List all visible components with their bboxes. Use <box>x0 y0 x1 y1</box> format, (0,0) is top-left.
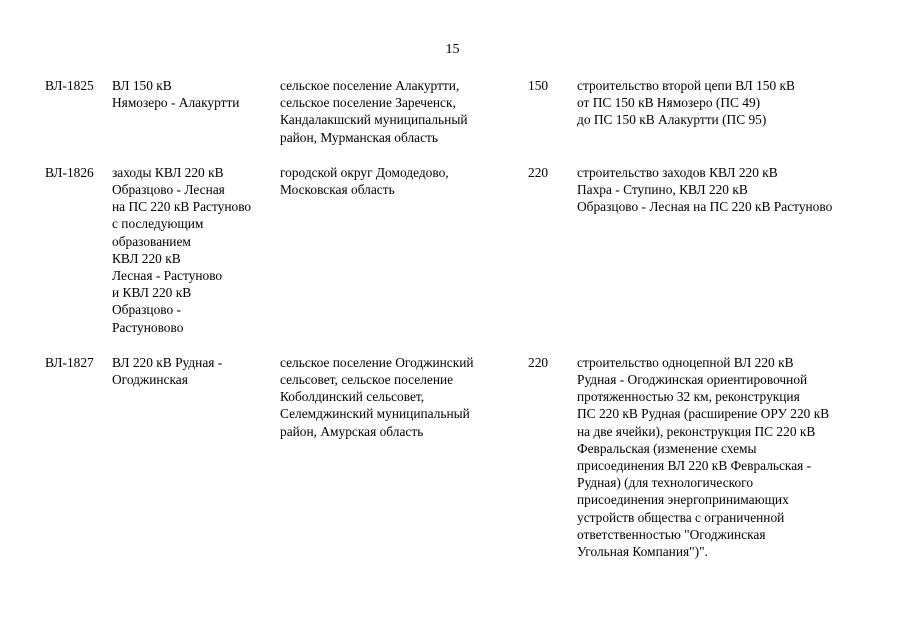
line-name: заходы КВЛ 220 кВ Образцово - Лесная на ПС 220 кВ Растуново с последующим образованием КВЛ 220 кВ Лесная - Растуново и КВЛ 220 кВ Образцово - Растуновово <box>112 164 252 335</box>
work-description: строительство второй цепи ВЛ 150 кВ от ПС 150 кВ Нямозеро (ПС 49) до ПС 150 кВ Алакуртти (ПС 95) <box>577 78 795 128</box>
table-row <box>0 77 905 146</box>
line-code: ВЛ-1827 <box>45 354 94 370</box>
location: сельское поселение Огоджинский сельсовет, сельское поселение Коболдинский сельсовет, Селемджинский муниципальный район, Амурская область <box>280 354 474 439</box>
page-number: 15 <box>445 42 460 57</box>
work-description: строительство заходов КВЛ 220 кВ Пахра - Ступино, КВЛ 220 кВ Образцово - Лесная на ПС 220 кВ Растуново <box>577 164 833 215</box>
line-code: ВЛ-1825 <box>45 78 94 93</box>
voltage-value: 220 <box>528 354 549 370</box>
voltage-value: 220 <box>528 164 549 180</box>
voltage-value: 150 <box>528 78 549 93</box>
work-description: строительство одноцепной ВЛ 220 кВ Рудная - Огоджинская ориентировочной протяженностью 32 км, реконструкция ПС 220 кВ Рудная (расширение ОРУ 220 кВ на две ячейки), реконструкция ПС 220 кВ Февральская (изменение схемы присоединения ВЛ 220 кВ Февральская - Рудная) (для технологического присоединения энергопринимающих устройств общества с ограниченной ответственностью "Огоджинская Угольная Компания")". <box>577 354 830 560</box>
line-code: ВЛ-1826 <box>45 164 94 180</box>
document-table <box>0 77 905 578</box>
line-name: ВЛ 150 кВ Нямозеро - Алакуртти <box>112 78 240 111</box>
line-name: ВЛ 220 кВ Рудная - Огоджинская <box>112 354 223 388</box>
location: сельское поселение Алакуртти, сельское поселение Зареченск, Кандалакшский муниципальный район, Мурманская область <box>280 78 468 145</box>
table-row <box>0 164 905 336</box>
table-row <box>0 354 905 560</box>
location: городской округ Домодедово, Московская область <box>280 164 449 198</box>
